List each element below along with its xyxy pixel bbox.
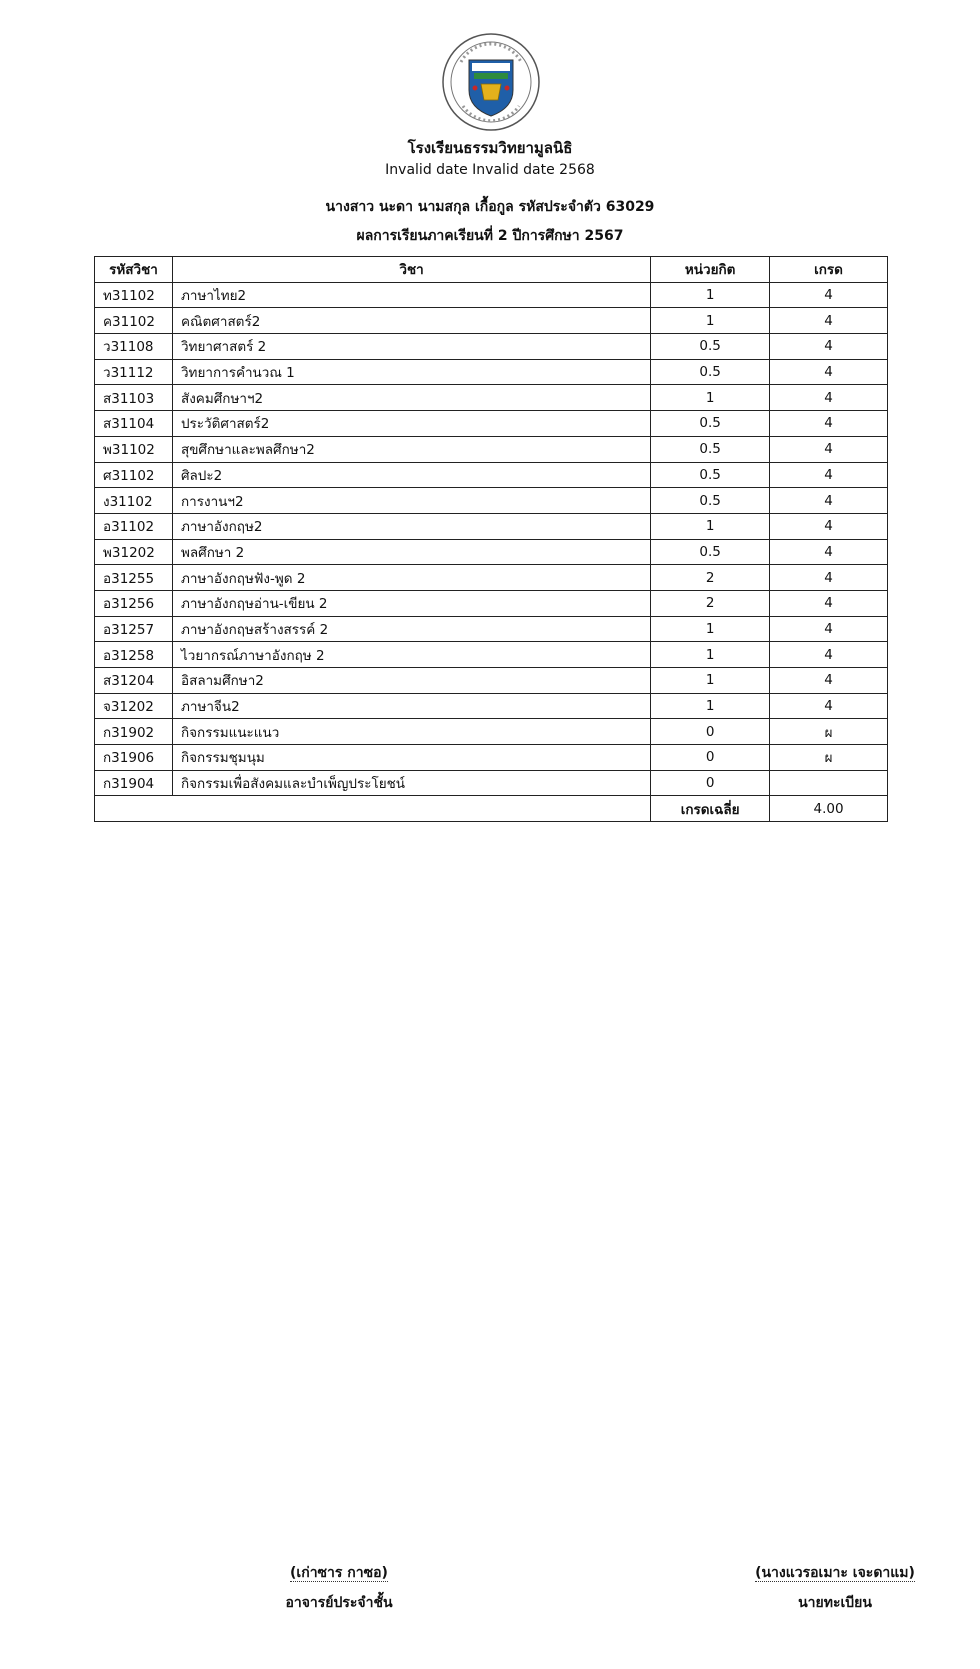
course-credit: 1 [651,282,770,308]
course-credit: 1 [651,513,770,539]
table-row [95,436,888,462]
table-row [95,693,888,719]
course-credit: 0 [651,745,770,771]
table-row [95,719,888,745]
course-credit: 1 [651,642,770,668]
course-grade: 4 [770,488,888,514]
gpa-label: เกรดเฉลี่ย [651,796,770,822]
course-credit: 0 [651,770,770,796]
course-credit: 2 [651,590,770,616]
course-name: ภาษาอังกฤษฟัง-พูด 2 [172,565,650,591]
course-grade: 4 [770,513,888,539]
table-row [95,513,888,539]
course-code: อ31257 [95,616,173,642]
course-grade: ผ [770,745,888,771]
course-code: ว31108 [95,334,173,360]
homeroom-teacher-signature [249,1562,429,1614]
course-grade: 4 [770,462,888,488]
course-name: ภาษาอังกฤษสร้างสรรค์ 2 [172,616,650,642]
column-header-code: รหัสวิชา [95,257,173,283]
course-name: ไวยากรณ์ภาษาอังกฤษ 2 [172,642,650,668]
column-header-credit: หน่วยกิต [651,257,770,283]
course-code: พ31102 [95,436,173,462]
table-row [95,411,888,437]
table-row [95,539,888,565]
course-credit: 0.5 [651,411,770,437]
course-code: ศ31102 [95,462,173,488]
course-name: ศิลปะ2 [172,462,650,488]
table-row [95,488,888,514]
course-name: กิจกรรมแนะแนว [172,719,650,745]
table-row [95,282,888,308]
course-code: ก31904 [95,770,173,796]
course-grade: 4 [770,334,888,360]
gpa-spacer [95,796,651,822]
course-grade: 4 [770,385,888,411]
course-grade: 4 [770,590,888,616]
registrar-role: นายทะเบียน [798,1595,872,1611]
homeroom-teacher-name: (เก่าซาร กาซอ) [290,1565,388,1581]
course-code: จ31202 [95,693,173,719]
course-name: อิสลามศึกษา2 [172,668,650,694]
date-line: Invalid date Invalid date 2568 [385,162,595,178]
course-credit: 1 [651,668,770,694]
course-credit: 0.5 [651,436,770,462]
table-row [95,668,888,694]
course-code: ก31902 [95,719,173,745]
course-grade [770,770,888,796]
course-grade: 4 [770,668,888,694]
gpa-row [95,796,888,822]
course-name: ภาษาอังกฤษ2 [172,513,650,539]
course-grade: 4 [770,282,888,308]
table-header-row [95,257,888,283]
term-title: ผลการเรียนภาคเรียนที่ 2 ปีการศึกษา 2567 [356,228,624,244]
course-code: ส31204 [95,668,173,694]
course-code: ส31103 [95,385,173,411]
course-code: ก31906 [95,745,173,771]
registrar-name: (นางแวรอเมาะ เจะดาแม) [755,1565,915,1581]
course-code: ท31102 [95,282,173,308]
course-grade: 4 [770,539,888,565]
course-name: สุขศึกษาและพลศึกษา2 [172,436,650,462]
course-code: ง31102 [95,488,173,514]
course-grade: ผ [770,719,888,745]
table-row [95,334,888,360]
registrar-signature [735,1562,935,1614]
course-grade: 4 [770,693,888,719]
course-grade: 4 [770,436,888,462]
course-grade: 4 [770,411,888,437]
school-seal-icon [441,32,541,132]
course-credit: 0.5 [651,334,770,360]
course-name: การงานฯ2 [172,488,650,514]
course-name: ภาษาอังกฤษอ่าน-เขียน 2 [172,590,650,616]
table-row [95,308,888,334]
gpa-value: 4.00 [770,796,888,822]
student-info: นางสาว นะดา นามสกุล เกื้อกูล รหัสประจำตัว 63029 [325,199,655,215]
course-code: อ31255 [95,565,173,591]
course-name: สังคมศึกษาฯ2 [172,385,650,411]
table-row [95,565,888,591]
course-code: ส31104 [95,411,173,437]
course-code: ค31102 [95,308,173,334]
course-credit: 1 [651,616,770,642]
course-credit: 2 [651,565,770,591]
course-credit: 1 [651,385,770,411]
school-name: โรงเรียนธรรมวิทยามูลนิธิ [407,139,573,157]
course-grade: 4 [770,308,888,334]
course-code: อ31258 [95,642,173,668]
course-grade: 4 [770,359,888,385]
grades-table [94,256,888,822]
course-credit: 0.5 [651,488,770,514]
course-grade: 4 [770,565,888,591]
course-code: อ31256 [95,590,173,616]
course-name: วิทยาศาสตร์ 2 [172,334,650,360]
table-row [95,359,888,385]
course-name: กิจกรรมเพื่อสังคมและบำเพ็ญประโยชน์ [172,770,650,796]
course-name: ภาษาไทย2 [172,282,650,308]
homeroom-teacher-role: อาจารย์ประจำชั้น [285,1595,393,1611]
column-header-grade: เกรด [770,257,888,283]
course-credit: 1 [651,693,770,719]
course-code: ว31112 [95,359,173,385]
course-credit: 1 [651,308,770,334]
table-row [95,770,888,796]
course-name: กิจกรรมชุมนุม [172,745,650,771]
table-row [95,745,888,771]
column-header-subject: วิชา [172,257,650,283]
course-credit: 0 [651,719,770,745]
course-name: คณิตศาสตร์2 [172,308,650,334]
course-grade: 4 [770,616,888,642]
course-name: ประวัติศาสตร์2 [172,411,650,437]
course-code: พ31202 [95,539,173,565]
course-name: พลศึกษา 2 [172,539,650,565]
table-row [95,462,888,488]
course-credit: 0.5 [651,359,770,385]
table-row [95,642,888,668]
table-row [95,590,888,616]
course-name: วิทยาการคำนวณ 1 [172,359,650,385]
course-name: ภาษาจีน2 [172,693,650,719]
table-row [95,385,888,411]
table-row [95,616,888,642]
course-grade: 4 [770,642,888,668]
course-code: อ31102 [95,513,173,539]
course-credit: 0.5 [651,462,770,488]
course-credit: 0.5 [651,539,770,565]
